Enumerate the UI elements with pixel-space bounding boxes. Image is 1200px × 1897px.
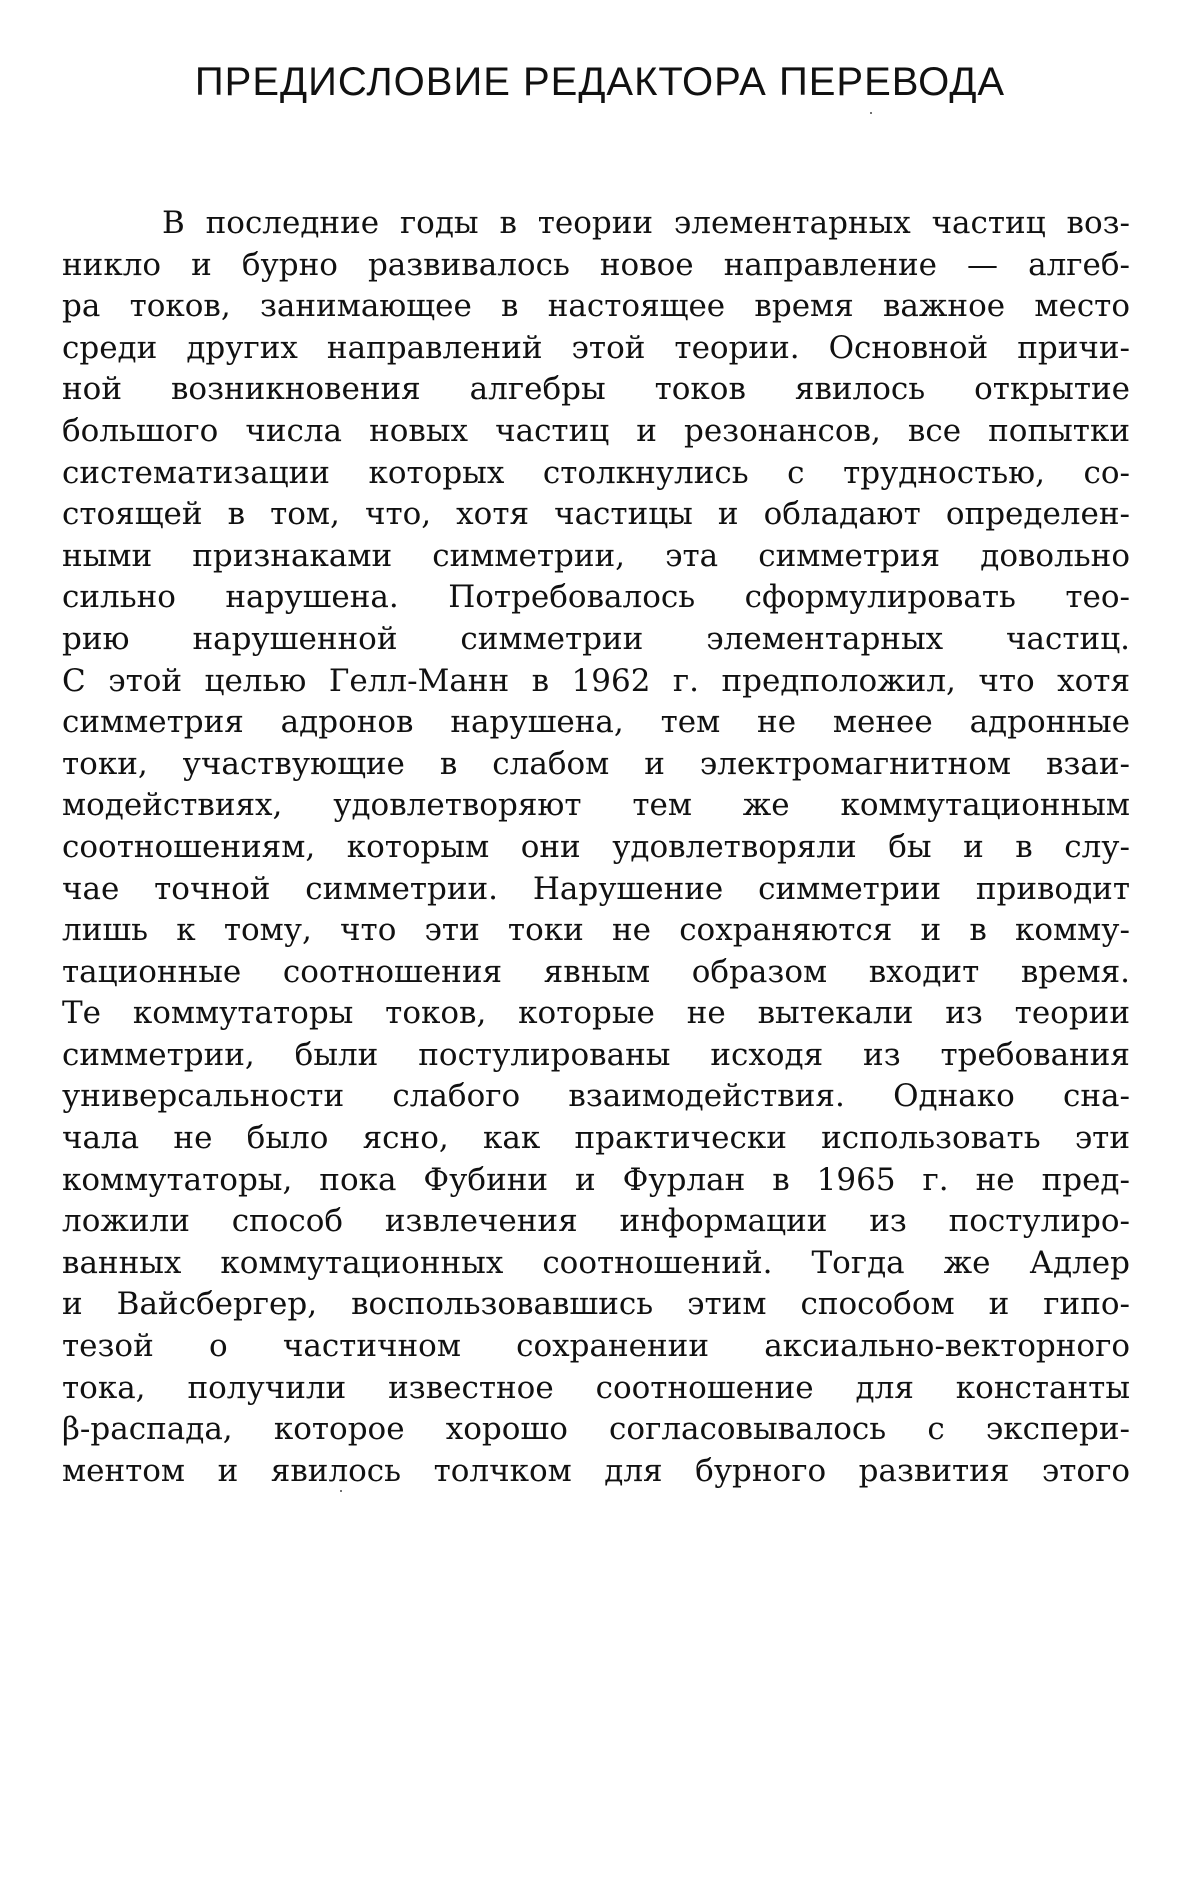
text-line: В последние годы в теории элементарных частиц воз- [162, 205, 1130, 241]
text-line: рию нарушенной симметрии элементарных частиц. [62, 620, 1130, 657]
scan-speck [870, 112, 872, 114]
text-line: симметрии, были постулированы исходя из требования [62, 1036, 1130, 1073]
text-line: β-распада, которое хорошо согласовывалось с экспери- [62, 1411, 1130, 1448]
text-line: коммутаторы, пока Фубини и Фурлан в 1965 г. не пред- [62, 1161, 1130, 1198]
text-line: ванных коммутационных соотношений. Тогда же Адлер [62, 1244, 1130, 1281]
text-line: универсальности слабого взаимодействия. Однако сна- [62, 1078, 1130, 1115]
text-line: ра токов, занимающее в настоящее время важное место [62, 288, 1130, 325]
text-line: Те коммутаторы токов, которые не вытекали из теории [62, 995, 1130, 1032]
text-line: ной возникновения алгебры токов явилось открытие [62, 371, 1130, 408]
text-line: никло и бурно развивалось новое направление — алгеб- [62, 246, 1130, 283]
text-line: ложили способ извлечения информации из постулиро- [62, 1203, 1130, 1240]
text-line: большого числа новых частиц и резонансов, все попытки [62, 412, 1130, 449]
text-line: модействиях, удовлетворяют тем же коммутационным [62, 787, 1130, 824]
text-line: соотношениям, которым они удовлетворяли бы и в слу- [62, 828, 1130, 865]
text-line: стоящей в том, что, хотя частицы и обладают определен- [62, 496, 1130, 533]
text-line: и Вайсбергер, воспользовавшись этим способом и гипо- [62, 1286, 1130, 1323]
text-line: чала не было ясно, как практически использовать эти [62, 1120, 1130, 1157]
page-title: ПРЕДИСЛОВИЕ РЕДАКТОРА ПЕРЕВОДА [194, 60, 1006, 104]
text-line: тока, получили известное соотношение для константы [62, 1369, 1130, 1406]
scan-speck [340, 1490, 342, 1492]
text-line: тезой о частичном сохранении аксиально-векторного [62, 1328, 1130, 1365]
text-line: токи, участвующие в слабом и электромагнитном взаи- [62, 745, 1130, 782]
text-line: лишь к тому, что эти токи не сохраняются и в комму- [62, 912, 1130, 949]
text-line: систематизации которых столкнулись с трудностью, со- [62, 454, 1130, 491]
text-line: среди других направлений этой теории. Основной причи- [62, 329, 1130, 366]
text-line: сильно нарушена. Потребовалось сформулировать тео- [62, 579, 1130, 616]
text-line: ментом и явилось толчком для бурного развития этого [62, 1452, 1130, 1489]
text-line: С этой целью Гелл-Манн в 1962 г. предположил, что хотя [62, 662, 1130, 699]
text-line: ными признаками симметрии, эта симметрия довольно [62, 537, 1130, 574]
text-line: симметрия адронов нарушена, тем не менее адронные [62, 704, 1130, 741]
preface-paragraph [62, 203, 1130, 1492]
text-line: чае точной симметрии. Нарушение симметрии приводит [62, 870, 1130, 907]
text-line: тационные соотношения явным образом входит время. [62, 953, 1130, 990]
